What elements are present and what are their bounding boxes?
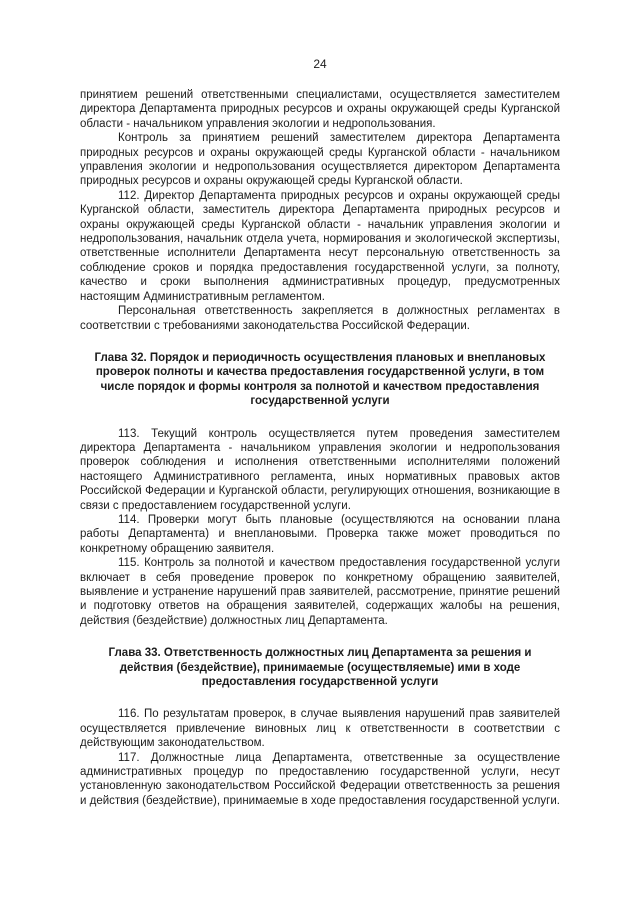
chapter-32-heading: Глава 32. Порядок и периодичность осуществления плановых и внеплановых проверок полноты и качества предоставления государственной услуги, в том числе порядок и формы контроля за полнотой и качеством предоставления государственной услуги (94, 351, 546, 408)
chapter-33-heading: Глава 33. Ответственность должностных лиц Департамента за решения и действия (бездействие), принимаемые (осуществляемые) ими в ходе предоставления государственной услуги (108, 647, 532, 689)
paragraph-control: Контроль за принятием решений заместителем директора Департамента природных ресурсов и охраны окружающей среды Курганской области - начальником управления экологии и недропользования осуществляется директором Департамента природных ресурсов и охраны окружающей среды Курганской области. (80, 132, 560, 188)
paragraph-114: 114. Проверки могут быть плановые (осуществляются на основании плана работы Департамента) и внеплановыми. Проверка также может проводиться по конкретному обращению заявителя. (80, 513, 560, 555)
paragraph-115: 115. Контроль за полнотой и качеством предоставления государственной услуги включает в себя проведение проверок по конкретному обращению заявителей, выявление и устранение нарушений прав заявителей, рассмотрение, принятие решений и подготовку ответов на обращения заявителей, содержащих жалобы на решения, действия (бездействие) должностных лиц Департамента. (80, 557, 560, 627)
paragraph-116: 116. По результатам проверок, в случае выявления нарушений прав заявителей осуществляется привлечение виновных лиц к ответственности в соответствии с действующим законодательством. (80, 708, 560, 750)
paragraph-117: 117. Должностные лица Департамента, ответственные за осуществление административных процедур по предоставлению государственной услуги, несут установленную законодательством Российской Федерации ответственность за решения и действия (бездействие), принимаемые в ходе предоставления государственной услуги. (80, 751, 560, 807)
page-number: 24 (313, 57, 327, 71)
paragraph-continuation: принятием решений ответственными специалистами, осуществляется заместителем директора Департамента природных ресурсов и охраны окружающей среды Курганской области - начальником управления экологии и недропользования. (80, 89, 560, 130)
paragraph-personal-responsibility: Персональная ответственность закрепляется в должностных регламентах в соответствии с требованиями законодательства Российской Федерации. (80, 305, 560, 332)
document-body (80, 88, 560, 808)
paragraph-113: 113. Текущий контроль осуществляется путем проведения заместителем директора Департамента - начальником управления экологии и недропользования проверок соблюдения и исполнения ответственными исполнителями положений настоящего Административного регламента, иных нормативных правовых актов Российской Федерации и Курганской области, регулирующих отношения, возникающие в связи с предоставлением государственной услуги. (80, 427, 560, 512)
paragraph-112: 112. Директор Департамента природных ресурсов и охраны окружающей среды Курганской области, заместитель директора Департамента природных ресурсов и охраны окружающей среды Курганской области - начальник управления экологии и недропользования, начальник отдела учета, нормирования и экологической экспертизы, ответственные исполнители Департамента несут персональную ответственность за соблюдение сроков и порядка предоставления государственной услуги, за полноту, качество и сроки выполнения административных процедур, предусмотренных настоящим Административным регламентом. (80, 189, 560, 303)
